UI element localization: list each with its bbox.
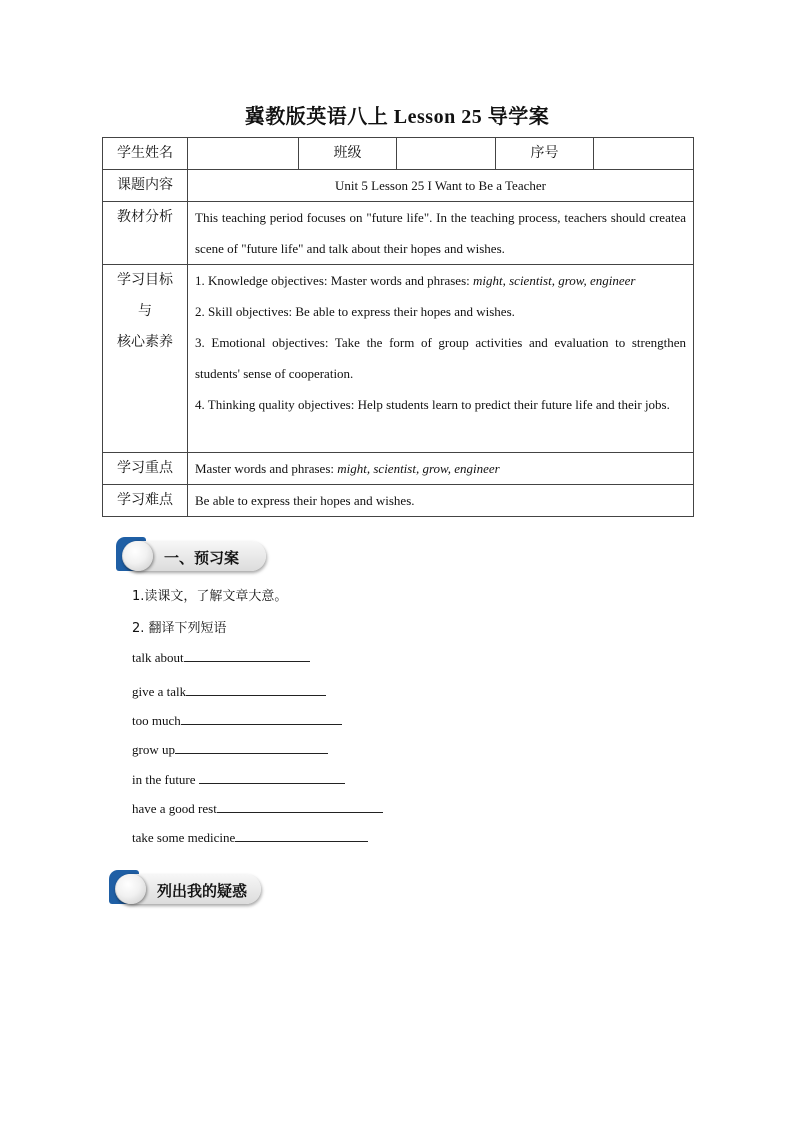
phrase-text: give a talk bbox=[132, 684, 187, 699]
questions-section-header bbox=[109, 870, 261, 910]
key-points-text: Master words and phrases: bbox=[195, 461, 338, 476]
phrase-row bbox=[132, 800, 383, 817]
student-name-field[interactable] bbox=[188, 138, 299, 170]
seat-number-field[interactable] bbox=[594, 138, 694, 170]
key-points-label: 学习重点 bbox=[103, 453, 188, 485]
preview-section-header bbox=[116, 537, 268, 577]
objectives-label-line-3: 核心素养 bbox=[117, 335, 173, 350]
phrase-text: grow up bbox=[132, 742, 175, 757]
answer-blank[interactable] bbox=[181, 712, 342, 725]
seat-number-label: 序号 bbox=[496, 138, 594, 170]
objectives-label-line-2: 与 bbox=[138, 304, 152, 319]
preview-item-1: 1.读课文，了解文章大意。 bbox=[132, 589, 288, 604]
class-label: 班级 bbox=[299, 138, 397, 170]
objective-skill: 2. Skill objectives: Be able to express their hopes and wishes. bbox=[195, 304, 515, 319]
topic-label: 课题内容 bbox=[103, 170, 188, 202]
key-points-value bbox=[188, 453, 694, 485]
phrase-row bbox=[132, 771, 345, 788]
page-title: 冀教版英语八上 Lesson 25 导学案 bbox=[244, 106, 550, 128]
answer-blank[interactable] bbox=[217, 800, 383, 813]
phrase-text: too much bbox=[132, 713, 181, 728]
phrase-text: talk about bbox=[132, 650, 184, 665]
lesson-info-table bbox=[102, 137, 694, 517]
class-field[interactable] bbox=[397, 138, 496, 170]
analysis-value: This teaching period focuses on "future life". In the teaching process, teachers should createa scene of "future life" and talk about their hopes and wishes. bbox=[188, 202, 694, 265]
phrase-row bbox=[132, 712, 342, 729]
phrase-row bbox=[132, 741, 328, 758]
phrase-row bbox=[132, 829, 368, 846]
objective-knowledge-words: might, scientist, grow, engineer bbox=[473, 273, 636, 288]
difficulty-label: 学习难点 bbox=[103, 485, 188, 517]
answer-blank[interactable] bbox=[184, 649, 310, 662]
objective-thinking: 4. Thinking quality objectives: Help students learn to predict their future life and their jobs. bbox=[195, 397, 670, 412]
answer-blank[interactable] bbox=[175, 741, 328, 754]
answer-blank[interactable] bbox=[199, 771, 345, 784]
objectives-label bbox=[103, 265, 188, 453]
objectives-content bbox=[188, 265, 694, 453]
answer-blank[interactable] bbox=[235, 829, 368, 842]
phrase-text: have a good rest bbox=[132, 801, 217, 816]
objective-knowledge-text: 1. Knowledge objectives: Master words and phrases: bbox=[195, 273, 473, 288]
objective-knowledge bbox=[195, 265, 686, 296]
section-circle-icon bbox=[116, 874, 146, 904]
preview-item-2: 2. 翻译下列短语 bbox=[132, 621, 227, 636]
phrase-row bbox=[132, 683, 326, 700]
phrase-row bbox=[132, 649, 310, 666]
phrase-text: take some medicine bbox=[132, 830, 236, 845]
analysis-label: 教材分析 bbox=[103, 202, 188, 265]
questions-section-title: 列出我的疑惑 bbox=[157, 882, 248, 900]
topic-value: Unit 5 Lesson 25 I Want to Be a Teacher bbox=[188, 170, 694, 202]
preview-section-title: 一、预习案 bbox=[164, 549, 240, 567]
phrase-text: in the future bbox=[132, 772, 199, 787]
objectives-label-line-1: 学习目标 bbox=[117, 273, 173, 288]
key-points-words: might, scientist, grow, engineer bbox=[337, 461, 500, 476]
answer-blank[interactable] bbox=[186, 683, 326, 696]
difficulty-value: Be able to express their hopes and wishes. bbox=[188, 485, 694, 517]
student-name-label: 学生姓名 bbox=[103, 138, 188, 170]
section-circle-icon bbox=[123, 541, 153, 571]
objective-emotional: 3. Emotional objectives: Take the form of group activities and evaluation to strengthen students' sense of cooperation. bbox=[195, 335, 686, 381]
